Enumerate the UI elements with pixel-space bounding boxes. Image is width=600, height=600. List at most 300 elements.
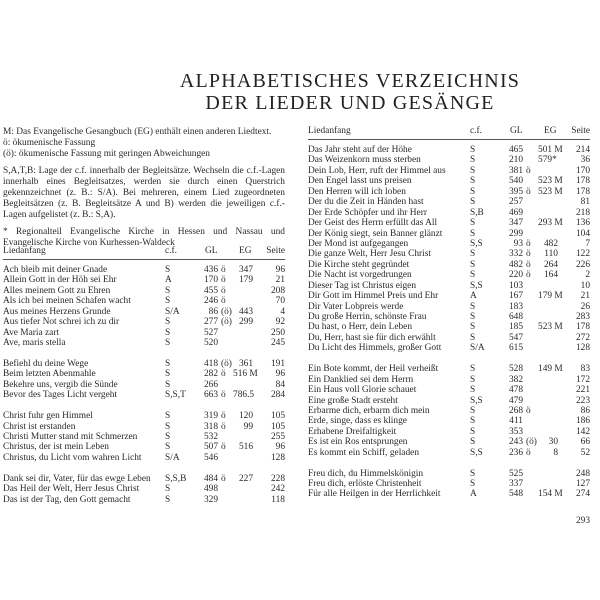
header-page: Seite bbox=[571, 126, 590, 136]
page-ref: 214 bbox=[575, 145, 590, 155]
page-ref: 221 bbox=[575, 385, 590, 396]
cf-position: A bbox=[165, 275, 172, 286]
page-ref: 105 bbox=[270, 421, 285, 432]
group-spacer bbox=[3, 349, 285, 359]
ecumenical-mark: ö bbox=[221, 265, 226, 275]
gl-number: 482 bbox=[508, 259, 523, 270]
table-row bbox=[3, 328, 285, 338]
table-row bbox=[308, 385, 590, 395]
gl-number: 528 bbox=[508, 364, 523, 375]
page-ref: 96 bbox=[275, 369, 285, 380]
table-row bbox=[308, 218, 590, 228]
song-index-right bbox=[308, 126, 590, 500]
header-title: Liedanfang bbox=[3, 246, 46, 256]
song-title: Erde, singe, dass es klinge bbox=[308, 416, 407, 427]
gl-number: 299 bbox=[508, 228, 523, 239]
gl-number: 103 bbox=[508, 280, 523, 291]
song-title: Den Herren will ich loben bbox=[308, 186, 406, 197]
eg-number: 293 M bbox=[538, 218, 563, 229]
ecumenical-mark: (ö) bbox=[526, 437, 537, 448]
song-title: Der Geist des Herrn erfüllt das All bbox=[308, 218, 438, 229]
page-ref: 92 bbox=[275, 317, 285, 328]
song-title: Es kommt ein Schiff, geladen bbox=[308, 447, 420, 458]
cf-position: S/A bbox=[470, 343, 485, 354]
eg-number: 516 bbox=[238, 442, 253, 453]
eg-number: 523 M bbox=[538, 176, 563, 187]
gl-number: 527 bbox=[203, 327, 218, 338]
page-ref: 70 bbox=[275, 296, 285, 307]
table-row bbox=[308, 448, 590, 458]
eg-number: 30 bbox=[548, 437, 558, 448]
eg-number: 164 bbox=[543, 270, 558, 281]
cf-position: S bbox=[470, 165, 476, 176]
song-title: Die ganze Welt, Herr Jesu Christ bbox=[308, 249, 431, 260]
song-title: Das Jahr steht auf der Höhe bbox=[308, 145, 412, 155]
page-ref: 128 bbox=[270, 452, 285, 463]
table-row bbox=[308, 176, 590, 186]
gl-number: 353 bbox=[508, 426, 523, 437]
table-row bbox=[3, 380, 285, 390]
gl-number: 93 bbox=[513, 238, 523, 249]
song-title: Beim letzten Abenmahle bbox=[3, 369, 96, 380]
ecumenical-mark: ö bbox=[221, 473, 226, 484]
table-row bbox=[3, 369, 285, 379]
ecumenical-mark: ö bbox=[221, 285, 226, 296]
header-cf: c.f. bbox=[470, 126, 482, 136]
header-cf: c.f. bbox=[165, 246, 177, 256]
gl-number: 210 bbox=[508, 155, 523, 166]
gl-number: 268 bbox=[508, 405, 523, 416]
song-title: Alles meinem Gott zu Ehren bbox=[3, 285, 111, 296]
page-ref: 186 bbox=[575, 416, 590, 427]
cf-position: S bbox=[470, 186, 476, 197]
page-ref: 178 bbox=[575, 322, 590, 333]
gl-number: 266 bbox=[203, 379, 218, 390]
eg-number: 482 bbox=[543, 238, 558, 249]
eg-number: 179 M bbox=[538, 291, 563, 302]
table-row bbox=[3, 338, 285, 348]
table-row bbox=[308, 187, 590, 197]
cf-position: S bbox=[470, 437, 476, 448]
gl-number: 282 bbox=[203, 369, 218, 380]
ecumenical-mark: ö bbox=[526, 249, 531, 260]
cf-position: S bbox=[165, 338, 171, 349]
song-title: Befiehl du deine Wege bbox=[3, 358, 89, 369]
gl-number: 347 bbox=[508, 218, 523, 229]
gl-number: 332 bbox=[508, 249, 523, 260]
song-title: Es ist ein Ros entsprungen bbox=[308, 437, 408, 448]
table-row bbox=[3, 453, 285, 463]
gl-number: 337 bbox=[508, 479, 523, 489]
ecumenical-mark: ö bbox=[221, 390, 226, 401]
table-row bbox=[308, 343, 590, 353]
song-title: Du Licht des Himmels, großer Gott bbox=[308, 343, 442, 354]
table-row bbox=[3, 317, 285, 327]
song-title: Dank sei dir, Vater, für das ewge Leben bbox=[3, 473, 151, 484]
table-row bbox=[308, 155, 590, 165]
page-ref: 10 bbox=[580, 280, 590, 291]
cf-position: S bbox=[470, 145, 476, 155]
table-row bbox=[308, 145, 590, 155]
cf-position: S/A bbox=[165, 306, 180, 317]
song-title: Ave, maris stella bbox=[3, 338, 66, 349]
table-row bbox=[308, 396, 590, 406]
page-ref: 52 bbox=[580, 447, 590, 458]
gl-number: 395 bbox=[508, 186, 523, 197]
page-ref: 136 bbox=[575, 218, 590, 229]
cf-position: S bbox=[470, 218, 476, 229]
cf-position: S bbox=[470, 322, 476, 333]
gl-number: 455 bbox=[203, 285, 218, 296]
song-title: Ein Haus voll Glorie schauet bbox=[308, 385, 417, 396]
cf-position: S bbox=[470, 249, 476, 260]
gl-number: 183 bbox=[508, 301, 523, 312]
cf-position: S bbox=[470, 197, 476, 208]
gl-number: 546 bbox=[203, 452, 218, 463]
page-ref: 142 bbox=[575, 426, 590, 437]
page-ref: 245 bbox=[270, 338, 285, 349]
eg-number: 8 bbox=[553, 447, 558, 458]
song-title: Als ich bei meinen Schafen wacht bbox=[3, 296, 131, 307]
song-title: Dieser Tag ist Christus eigen bbox=[308, 280, 417, 291]
cf-position: S,S bbox=[470, 447, 483, 458]
gl-number: 318 bbox=[203, 421, 218, 432]
eg-number: 579* bbox=[538, 155, 557, 166]
group-spacer bbox=[308, 458, 590, 468]
song-title: Erhabene Dreifaltigkeit bbox=[308, 426, 397, 437]
table-header bbox=[308, 126, 590, 140]
page-ref: 226 bbox=[575, 259, 590, 270]
cf-position: S,S,B bbox=[165, 473, 187, 484]
cf-position: S bbox=[165, 442, 171, 453]
gl-number: 329 bbox=[203, 494, 218, 505]
group-spacer bbox=[308, 354, 590, 364]
page-ref: 26 bbox=[580, 301, 590, 312]
cf-position: S/A bbox=[165, 452, 180, 463]
table-row bbox=[308, 416, 590, 426]
ecumenical-mark: ö bbox=[221, 369, 226, 380]
page-ref: 105 bbox=[270, 411, 285, 422]
page-ref: 223 bbox=[575, 395, 590, 406]
table-row bbox=[308, 270, 590, 280]
gl-number: 243 bbox=[508, 437, 523, 448]
gl-number: 525 bbox=[508, 468, 523, 479]
ecumenical-mark: ö bbox=[526, 186, 531, 197]
table-row bbox=[3, 411, 285, 421]
eg-number: 347 bbox=[238, 265, 253, 275]
gl-number: 507 bbox=[203, 442, 218, 453]
cf-position: S bbox=[165, 432, 171, 442]
table-row bbox=[308, 260, 590, 270]
ecumenical-mark: ö bbox=[526, 405, 531, 416]
note-m: M: Das Evangelische Gesangbuch (EG) enthält einen anderen Liedtext. bbox=[3, 127, 272, 137]
table-row bbox=[3, 495, 285, 505]
eg-number: 501 M bbox=[538, 145, 563, 155]
table-row bbox=[3, 286, 285, 296]
table-row bbox=[308, 312, 590, 322]
ecumenical-mark: ö bbox=[526, 165, 531, 176]
page-ref: 21 bbox=[580, 291, 590, 302]
table-row bbox=[308, 427, 590, 437]
note-oe-paren: (ö): ökumenische Fassung mit geringen Abweichungen bbox=[3, 149, 210, 160]
table-row bbox=[3, 474, 285, 484]
song-title: Den Engel lasst uns preisen bbox=[308, 176, 412, 187]
eg-number: 110 bbox=[544, 249, 558, 260]
eg-number: 523 M bbox=[538, 322, 563, 333]
song-title: Eine große Stadt ersteht bbox=[308, 395, 398, 406]
page-ref: 104 bbox=[575, 228, 590, 239]
page-ref: 21 bbox=[275, 275, 285, 286]
gl-number: 170 bbox=[203, 275, 218, 286]
table-row bbox=[308, 249, 590, 259]
gl-number: 548 bbox=[508, 489, 523, 500]
table-row bbox=[3, 296, 285, 306]
page-ref: 255 bbox=[270, 432, 285, 442]
eg-number: 299 bbox=[238, 317, 253, 328]
page-ref: 128 bbox=[575, 343, 590, 354]
gl-number: 532 bbox=[203, 432, 218, 442]
header-title: Liedanfang bbox=[308, 126, 351, 136]
gl-number: 547 bbox=[508, 332, 523, 343]
song-title: Ave Maria zart bbox=[3, 327, 60, 338]
cf-position: S bbox=[470, 176, 476, 187]
cf-position: S bbox=[470, 312, 476, 322]
table-row bbox=[308, 469, 590, 479]
song-title: Der du die Zeit in Händen hast bbox=[308, 197, 424, 208]
table-row bbox=[3, 307, 285, 317]
table-header bbox=[3, 246, 285, 260]
table-row bbox=[308, 333, 590, 343]
table-row bbox=[308, 364, 590, 374]
table-row bbox=[308, 437, 590, 447]
gl-number: 469 bbox=[508, 207, 523, 218]
gl-number: 520 bbox=[203, 338, 218, 349]
song-title: Ein Bote kommt, der Heil verheißt bbox=[308, 364, 439, 375]
gl-number: 167 bbox=[508, 291, 523, 302]
gl-number: 436 bbox=[203, 265, 218, 275]
song-title: Ach bleib mit deiner Gnade bbox=[3, 265, 108, 275]
ecumenical-mark: ö bbox=[526, 447, 531, 458]
eg-number: 264 bbox=[543, 259, 558, 270]
table-row bbox=[3, 442, 285, 452]
gl-number: 382 bbox=[508, 374, 523, 385]
page-number: 293 bbox=[575, 516, 590, 526]
song-title: Für alle Heilgen in der Herrlichkeit bbox=[308, 489, 441, 500]
table-row bbox=[308, 375, 590, 385]
eg-number: 120 bbox=[238, 411, 253, 422]
page-ref: 127 bbox=[575, 479, 590, 489]
eg-number: 154 M bbox=[538, 489, 563, 500]
cf-position: S bbox=[470, 479, 476, 489]
note-oe: ö: ökumenische Fassung bbox=[3, 138, 96, 149]
page-ref: 118 bbox=[271, 494, 285, 505]
gl-number: 479 bbox=[508, 395, 523, 406]
cf-position: S,S bbox=[470, 280, 483, 291]
song-title: Du große Herrin, schönste Frau bbox=[308, 312, 427, 322]
eg-number: 179 bbox=[238, 275, 253, 286]
table-row bbox=[308, 406, 590, 416]
table-row bbox=[308, 166, 590, 176]
cf-position: S,S bbox=[470, 238, 483, 249]
song-title: Christ ist erstanden bbox=[3, 421, 76, 432]
ecumenical-mark: ö bbox=[526, 259, 531, 270]
cf-position: S bbox=[470, 405, 476, 416]
table-row bbox=[308, 197, 590, 207]
cf-position: S bbox=[165, 285, 171, 296]
table-row bbox=[308, 281, 590, 291]
page-ref: 218 bbox=[575, 207, 590, 218]
gl-number: 465 bbox=[508, 145, 523, 155]
cf-position: S bbox=[165, 358, 171, 369]
gl-number: 246 bbox=[203, 296, 218, 307]
eg-number: 99 bbox=[243, 421, 253, 432]
page-ref: 66 bbox=[580, 437, 590, 448]
gl-number: 484 bbox=[203, 473, 218, 484]
cf-position: S,S,T bbox=[165, 390, 186, 401]
eg-number: 149 M bbox=[538, 364, 563, 375]
cf-position: S bbox=[165, 317, 171, 328]
header-gl: GL bbox=[510, 126, 523, 136]
page-ref: 284 bbox=[270, 390, 285, 401]
song-title: Das Weizenkorn muss sterben bbox=[308, 155, 421, 166]
song-title: Freu dich, erlöste Christenheit bbox=[308, 479, 422, 489]
page-ref: 248 bbox=[575, 468, 590, 479]
table-row bbox=[308, 208, 590, 218]
eg-number: 361 bbox=[238, 358, 253, 369]
song-title: Christus, du Licht vom wahren Licht bbox=[3, 452, 142, 463]
table-row bbox=[308, 489, 590, 499]
song-title: Aus meines Herzens Grunde bbox=[3, 306, 111, 317]
cf-position: S bbox=[165, 369, 171, 380]
header-page: Seite bbox=[266, 246, 285, 256]
gl-number: 185 bbox=[508, 322, 523, 333]
cf-position: S bbox=[470, 301, 476, 312]
gl-number: 257 bbox=[508, 197, 523, 208]
cf-position: S bbox=[470, 364, 476, 375]
page-ref: 36 bbox=[580, 155, 590, 166]
page-ref: 178 bbox=[575, 176, 590, 187]
song-title: Dein Lob, Herr, ruft der Himmel aus bbox=[308, 165, 446, 176]
table-row bbox=[3, 432, 285, 442]
song-title: Bevor des Tages Licht vergeht bbox=[3, 390, 118, 401]
page-ref: 96 bbox=[275, 442, 285, 453]
song-title: Du hast, o Herr, dein Leben bbox=[308, 322, 413, 333]
page-ref: 283 bbox=[575, 312, 590, 322]
page-ref: 81 bbox=[580, 197, 590, 208]
cf-position: S bbox=[470, 270, 476, 281]
page-ref: 228 bbox=[270, 473, 285, 484]
gl-number: 648 bbox=[508, 312, 523, 322]
page-ref: 274 bbox=[575, 489, 590, 500]
page-ref: 96 bbox=[275, 265, 285, 275]
gl-number: 220 bbox=[508, 270, 523, 281]
gl-number: 236 bbox=[508, 447, 523, 458]
cf-position: S bbox=[470, 155, 476, 166]
page-ref: 172 bbox=[575, 374, 590, 385]
cf-position: S bbox=[470, 228, 476, 239]
eg-number: 516 M bbox=[233, 369, 258, 380]
ecumenical-mark: ö bbox=[526, 270, 531, 281]
page-ref: 242 bbox=[270, 484, 285, 495]
song-title: Der Erde Schöpfer und ihr Herr bbox=[308, 207, 427, 218]
eg-number: 523 M bbox=[538, 186, 563, 197]
cf-position: S bbox=[470, 426, 476, 437]
cf-position: S bbox=[470, 332, 476, 343]
gl-number: 498 bbox=[203, 484, 218, 495]
eg-number: 443 bbox=[238, 306, 253, 317]
cf-position: S bbox=[165, 327, 171, 338]
group-spacer bbox=[3, 401, 285, 411]
cf-position: S bbox=[165, 296, 171, 307]
song-title: Die Nacht ist vorgedrungen bbox=[308, 270, 412, 281]
gl-number: 663 bbox=[203, 390, 218, 401]
song-title: Das ist der Tag, den Gott gemacht bbox=[3, 494, 131, 505]
table-row bbox=[3, 484, 285, 494]
song-title: Der König siegt, sein Banner glänzt bbox=[308, 228, 443, 239]
gl-number: 277 bbox=[203, 317, 218, 328]
song-title: Christi Mutter stand mit Schmerzen bbox=[3, 432, 138, 442]
ecumenical-mark: ö bbox=[221, 296, 226, 307]
song-title: Die Kirche steht gegründet bbox=[308, 259, 410, 270]
ecumenical-mark: (ö) bbox=[221, 306, 232, 317]
table-row bbox=[3, 422, 285, 432]
cf-position: S bbox=[165, 494, 171, 505]
ecumenical-mark: ö bbox=[221, 421, 226, 432]
cf-position: S,B bbox=[470, 207, 484, 218]
song-title: Du, Herr, hast sie für dich erwählt bbox=[308, 332, 436, 343]
cf-position: S bbox=[165, 484, 171, 495]
cf-position: S bbox=[470, 385, 476, 396]
cf-position: S bbox=[165, 379, 171, 390]
page-ref: 2 bbox=[585, 270, 590, 281]
ecumenical-mark: (ö) bbox=[221, 358, 232, 369]
table-row bbox=[3, 275, 285, 285]
cf-position: S bbox=[470, 259, 476, 270]
ecumenical-mark: ö bbox=[221, 411, 226, 422]
song-title: Dir Gott im Himmel Preis und Ehr bbox=[308, 291, 439, 302]
song-title: Bekehre uns, vergib die Sünde bbox=[3, 379, 118, 390]
title-line-2: DER LIEDER UND GESÄNGE bbox=[205, 92, 495, 114]
song-index-left bbox=[3, 246, 285, 505]
note-regional: * Regionalteil Evangelische Kirche in Hessen und Nassau und Evangelische Kirche von Kurhessen-Waldeck bbox=[3, 226, 285, 248]
page-ref: 272 bbox=[575, 332, 590, 343]
table-row bbox=[3, 359, 285, 369]
song-title: Dir Vater Lobpreis werde bbox=[308, 301, 404, 312]
note-satb: S,A,T,B: Lage der c.f. innerhalb der Begleitsätze. Wechseln die c.f.-Lagen innerhalb eines Begleitsatzes, werden sie durch einen Querstrich gekennzeichnet (z. B.: S/A). Bei mehreren, einem Lied zugeordneten Begleitsätzen (z. B. Begleitsätze A und B) werden die jeweiligen c.f.-Lagen aufgelistet (z. B.: S,A). bbox=[3, 165, 285, 221]
legend-notes bbox=[3, 127, 285, 254]
header-eg: EG bbox=[544, 126, 557, 136]
table-row bbox=[308, 302, 590, 312]
ecumenical-mark: ö bbox=[221, 442, 226, 453]
page-ref: 208 bbox=[270, 285, 285, 296]
ecumenical-mark: (ö) bbox=[221, 317, 232, 328]
page-ref: 250 bbox=[270, 327, 285, 338]
cf-position: S bbox=[470, 374, 476, 385]
page-ref: 7 bbox=[585, 238, 590, 249]
title-line-1: ALPHABETISCHES VERZEICHNIS bbox=[179, 70, 521, 92]
page-ref: 122 bbox=[575, 249, 590, 260]
cf-position: S bbox=[165, 421, 171, 432]
header-gl: GL bbox=[205, 246, 218, 256]
song-title: Christ fuhr gen Himmel bbox=[3, 411, 93, 422]
ecumenical-mark: ö bbox=[221, 275, 226, 286]
cf-position: S bbox=[470, 468, 476, 479]
gl-number: 411 bbox=[509, 416, 523, 427]
gl-number: 478 bbox=[508, 385, 523, 396]
table-row bbox=[308, 479, 590, 489]
cf-position: S bbox=[470, 416, 476, 427]
page-ref: 86 bbox=[580, 405, 590, 416]
